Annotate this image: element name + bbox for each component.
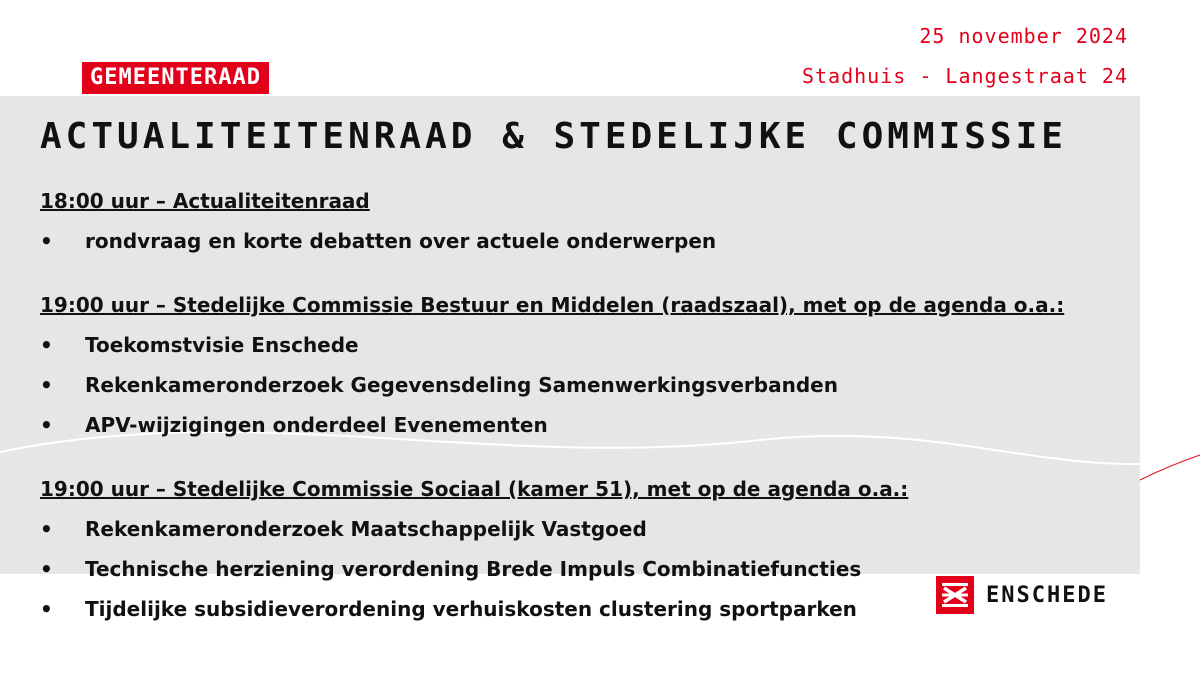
bullet: • <box>40 413 53 437</box>
bullet: • <box>40 373 53 397</box>
bullet: • <box>40 229 53 253</box>
logo-text: ENSCHEDE <box>986 582 1108 608</box>
bullet: • <box>40 517 53 541</box>
bullet: • <box>40 557 53 581</box>
agenda-item <box>40 502 1140 542</box>
page-title: ACTUALITEITENRAAD & STEDELIJKE COMMISSIE <box>40 116 1067 157</box>
enschede-logo-mark-icon <box>936 576 974 614</box>
agenda-item <box>40 398 1140 438</box>
agenda-item <box>40 318 1140 358</box>
agenda-item-text: Rekenkameronderzoek Gegevensdeling Samenwerkingsverbanden <box>85 373 838 397</box>
agenda <box>40 188 1140 622</box>
agenda-item-text: Technische herziening verordening Brede Impuls Combinatiefuncties <box>85 557 862 581</box>
bullet: • <box>40 597 53 621</box>
section-heading: 19:00 uur – Stedelijke Commissie Sociaal (kamer 51), met op de agenda o.a.: <box>40 477 909 501</box>
agenda-item-text: Tijdelijke subsidieverordening verhuiskosten clustering sportparken <box>85 597 857 621</box>
meeting-location: Stadhuis - Langestraat 24 <box>801 64 1128 88</box>
meeting-date: 25 november 2024 <box>919 24 1128 48</box>
bullet: • <box>40 333 53 357</box>
agenda-item <box>40 358 1140 398</box>
agenda-item-text: rondvraag en korte debatten over actuele onderwerpen <box>85 229 717 253</box>
agenda-item-text: APV-wijzigingen onderdeel Evenementen <box>85 413 548 437</box>
agenda-item-text: Rekenkameronderzoek Maatschappelijk Vastgoed <box>85 517 647 541</box>
section-heading: 19:00 uur – Stedelijke Commissie Bestuur en Middelen (raadszaal), met op de agenda o.a.: <box>40 293 1065 317</box>
section-heading: 18:00 uur – Actualiteitenraad <box>40 189 370 213</box>
enschede-logo <box>936 575 1136 615</box>
agenda-item <box>40 214 1140 254</box>
agenda-item-text: Toekomstvisie Enschede <box>85 333 359 357</box>
gemeenteraad-label: GEMEENTERAAD <box>82 62 269 94</box>
